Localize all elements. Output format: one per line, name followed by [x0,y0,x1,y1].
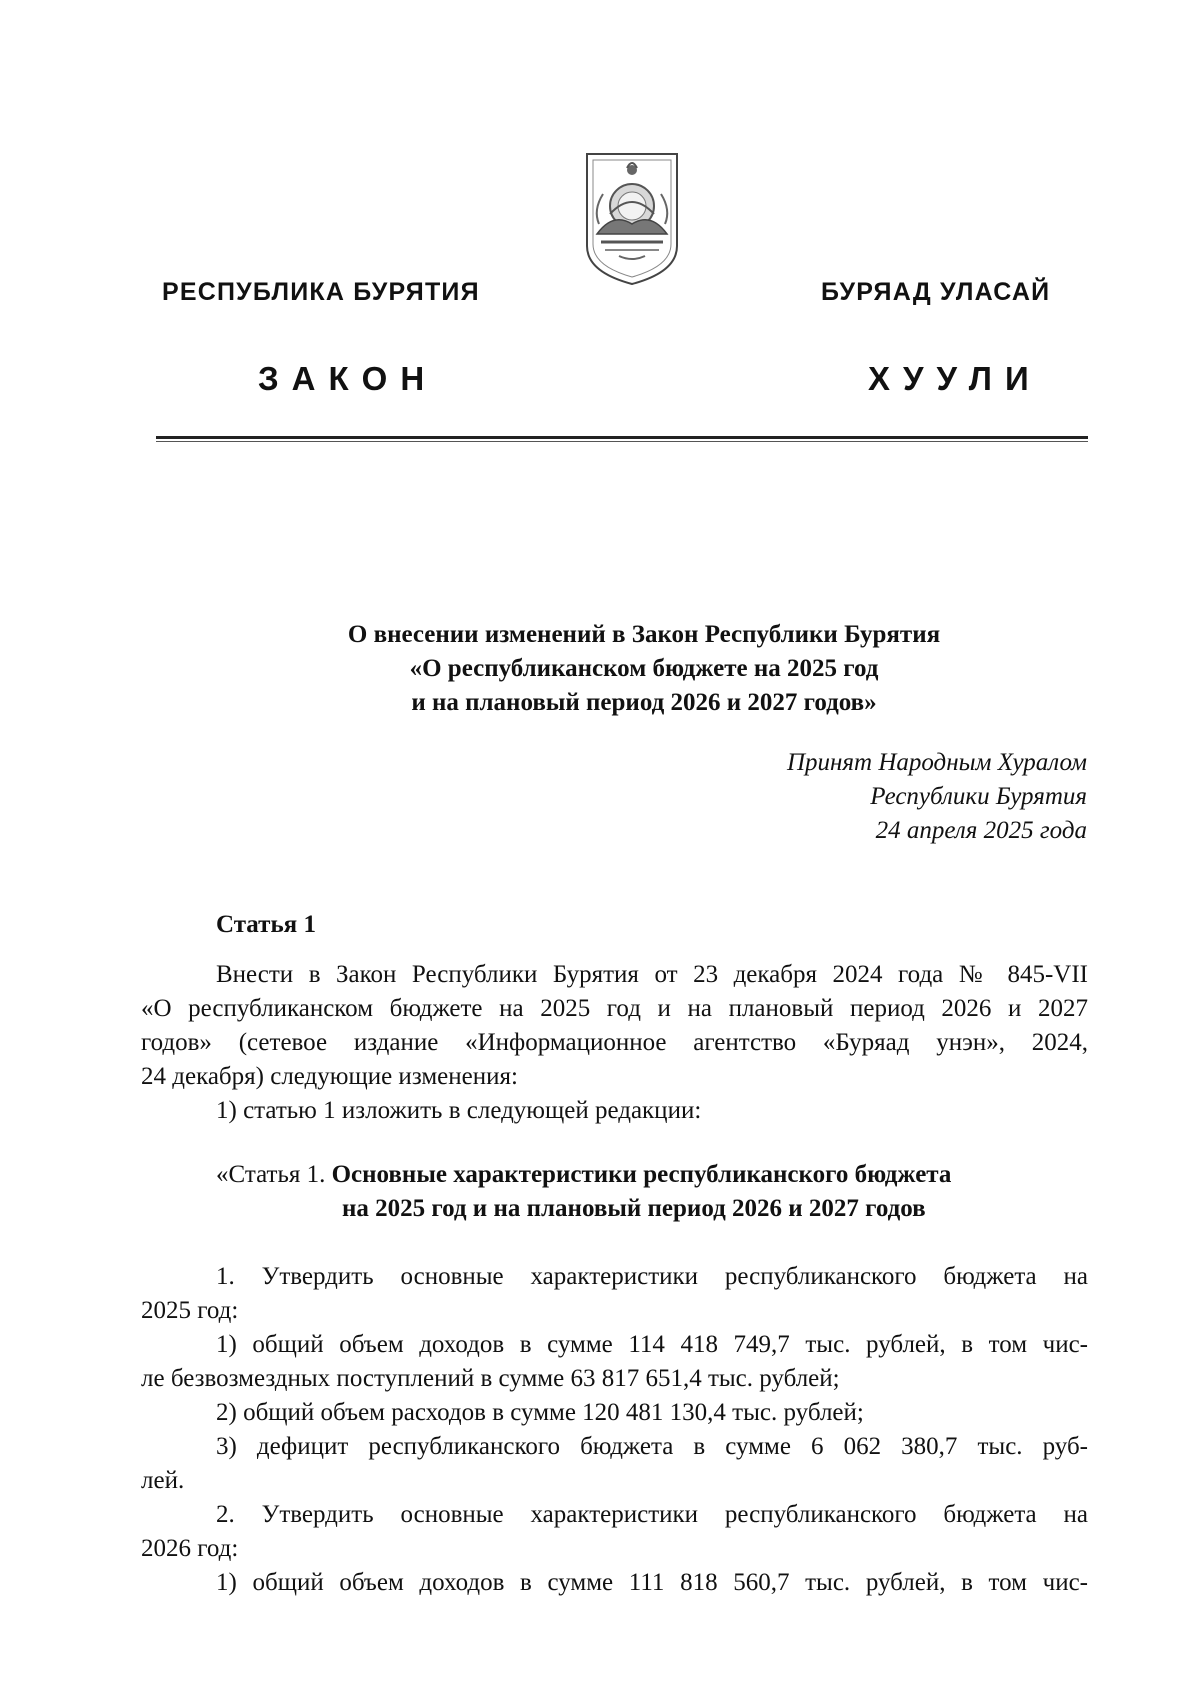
republic-name-ru: РЕСПУБЛИКА БУРЯТИЯ [162,278,480,306]
adoption-note [787,746,1087,848]
budget-points [141,1260,1088,1600]
text-line: «О республиканском бюджете на 2025 год и на плановый период 2026 и 2027 [141,995,1088,1022]
text-line: 1) общий объем доходов в сумме 114 418 749,7 тыс. рублей, в том чис- [216,1331,1088,1358]
adoption-date: 24 апреля 2025 года [875,817,1087,844]
law-title-line: и на плановый период 2026 и 2027 годов» [411,689,877,716]
text-line: 24 декабря) следующие изменения: [141,1063,518,1090]
quoted-article-title-cont: на 2025 год и на плановый период 2026 и 2027 годов [342,1195,926,1222]
law-label-ru: ЗАКОН [258,360,438,397]
text-line: 2025 год: [141,1297,239,1324]
quoted-article-title: Основные характеристики республиканского бюджета [331,1161,952,1188]
adoption-line: Принят Народным Хуралом [786,749,1087,776]
text-line: 2. Утвердить основные характеристики республиканского бюджета на [216,1501,1088,1528]
adoption-line: Республики Бурятия [870,783,1087,810]
text-line: 3) дефицит республиканского бюджета в сумме 6 062 380,7 тыс. руб- [216,1433,1088,1460]
text-line: годов» (сетевое издание «Информационное агентство «Буряад унэн», 2024, [141,1029,1088,1056]
text-line: лей. [141,1467,185,1494]
quoted-article-label: «Статья 1. [216,1161,326,1188]
law-title [156,618,1088,720]
text-line: ле безвозмездных поступлений в сумме 63 817 651,4 тыс. рублей; [141,1365,840,1392]
text-line: Внести в Закон Республики Бурятия от 23 декабря 2024 года № 845-VII [216,961,1088,988]
header-divider [156,436,1088,439]
header-divider-thin [156,441,1088,442]
text-line: 1) общий объем доходов в сумме 111 818 560,7 тыс. рублей, в том чис- [216,1569,1088,1596]
text-line: 2) общий объем расходов в сумме 120 481 130,4 тыс. рублей; [216,1399,864,1426]
law-title-line: «О республиканском бюджете на 2025 год [409,655,879,682]
republic-name-bua: БУРЯАД УЛАСАЙ [821,278,1051,306]
quoted-article-heading [216,1158,951,1226]
law-label-bua: ХУУЛИ [868,360,1042,397]
text-line: 2026 год: [141,1535,239,1562]
article-intro [141,958,1088,1128]
coat-of-arms-icon [583,150,681,286]
article-heading: Статья 1 [216,911,316,938]
text-line: 1. Утвердить основные характеристики республиканского бюджета на [216,1263,1088,1290]
law-title-line: О внесении изменений в Закон Республики Бурятия [347,621,941,648]
list-item: 1) статью 1 изложить в следующей редакции: [216,1097,702,1124]
